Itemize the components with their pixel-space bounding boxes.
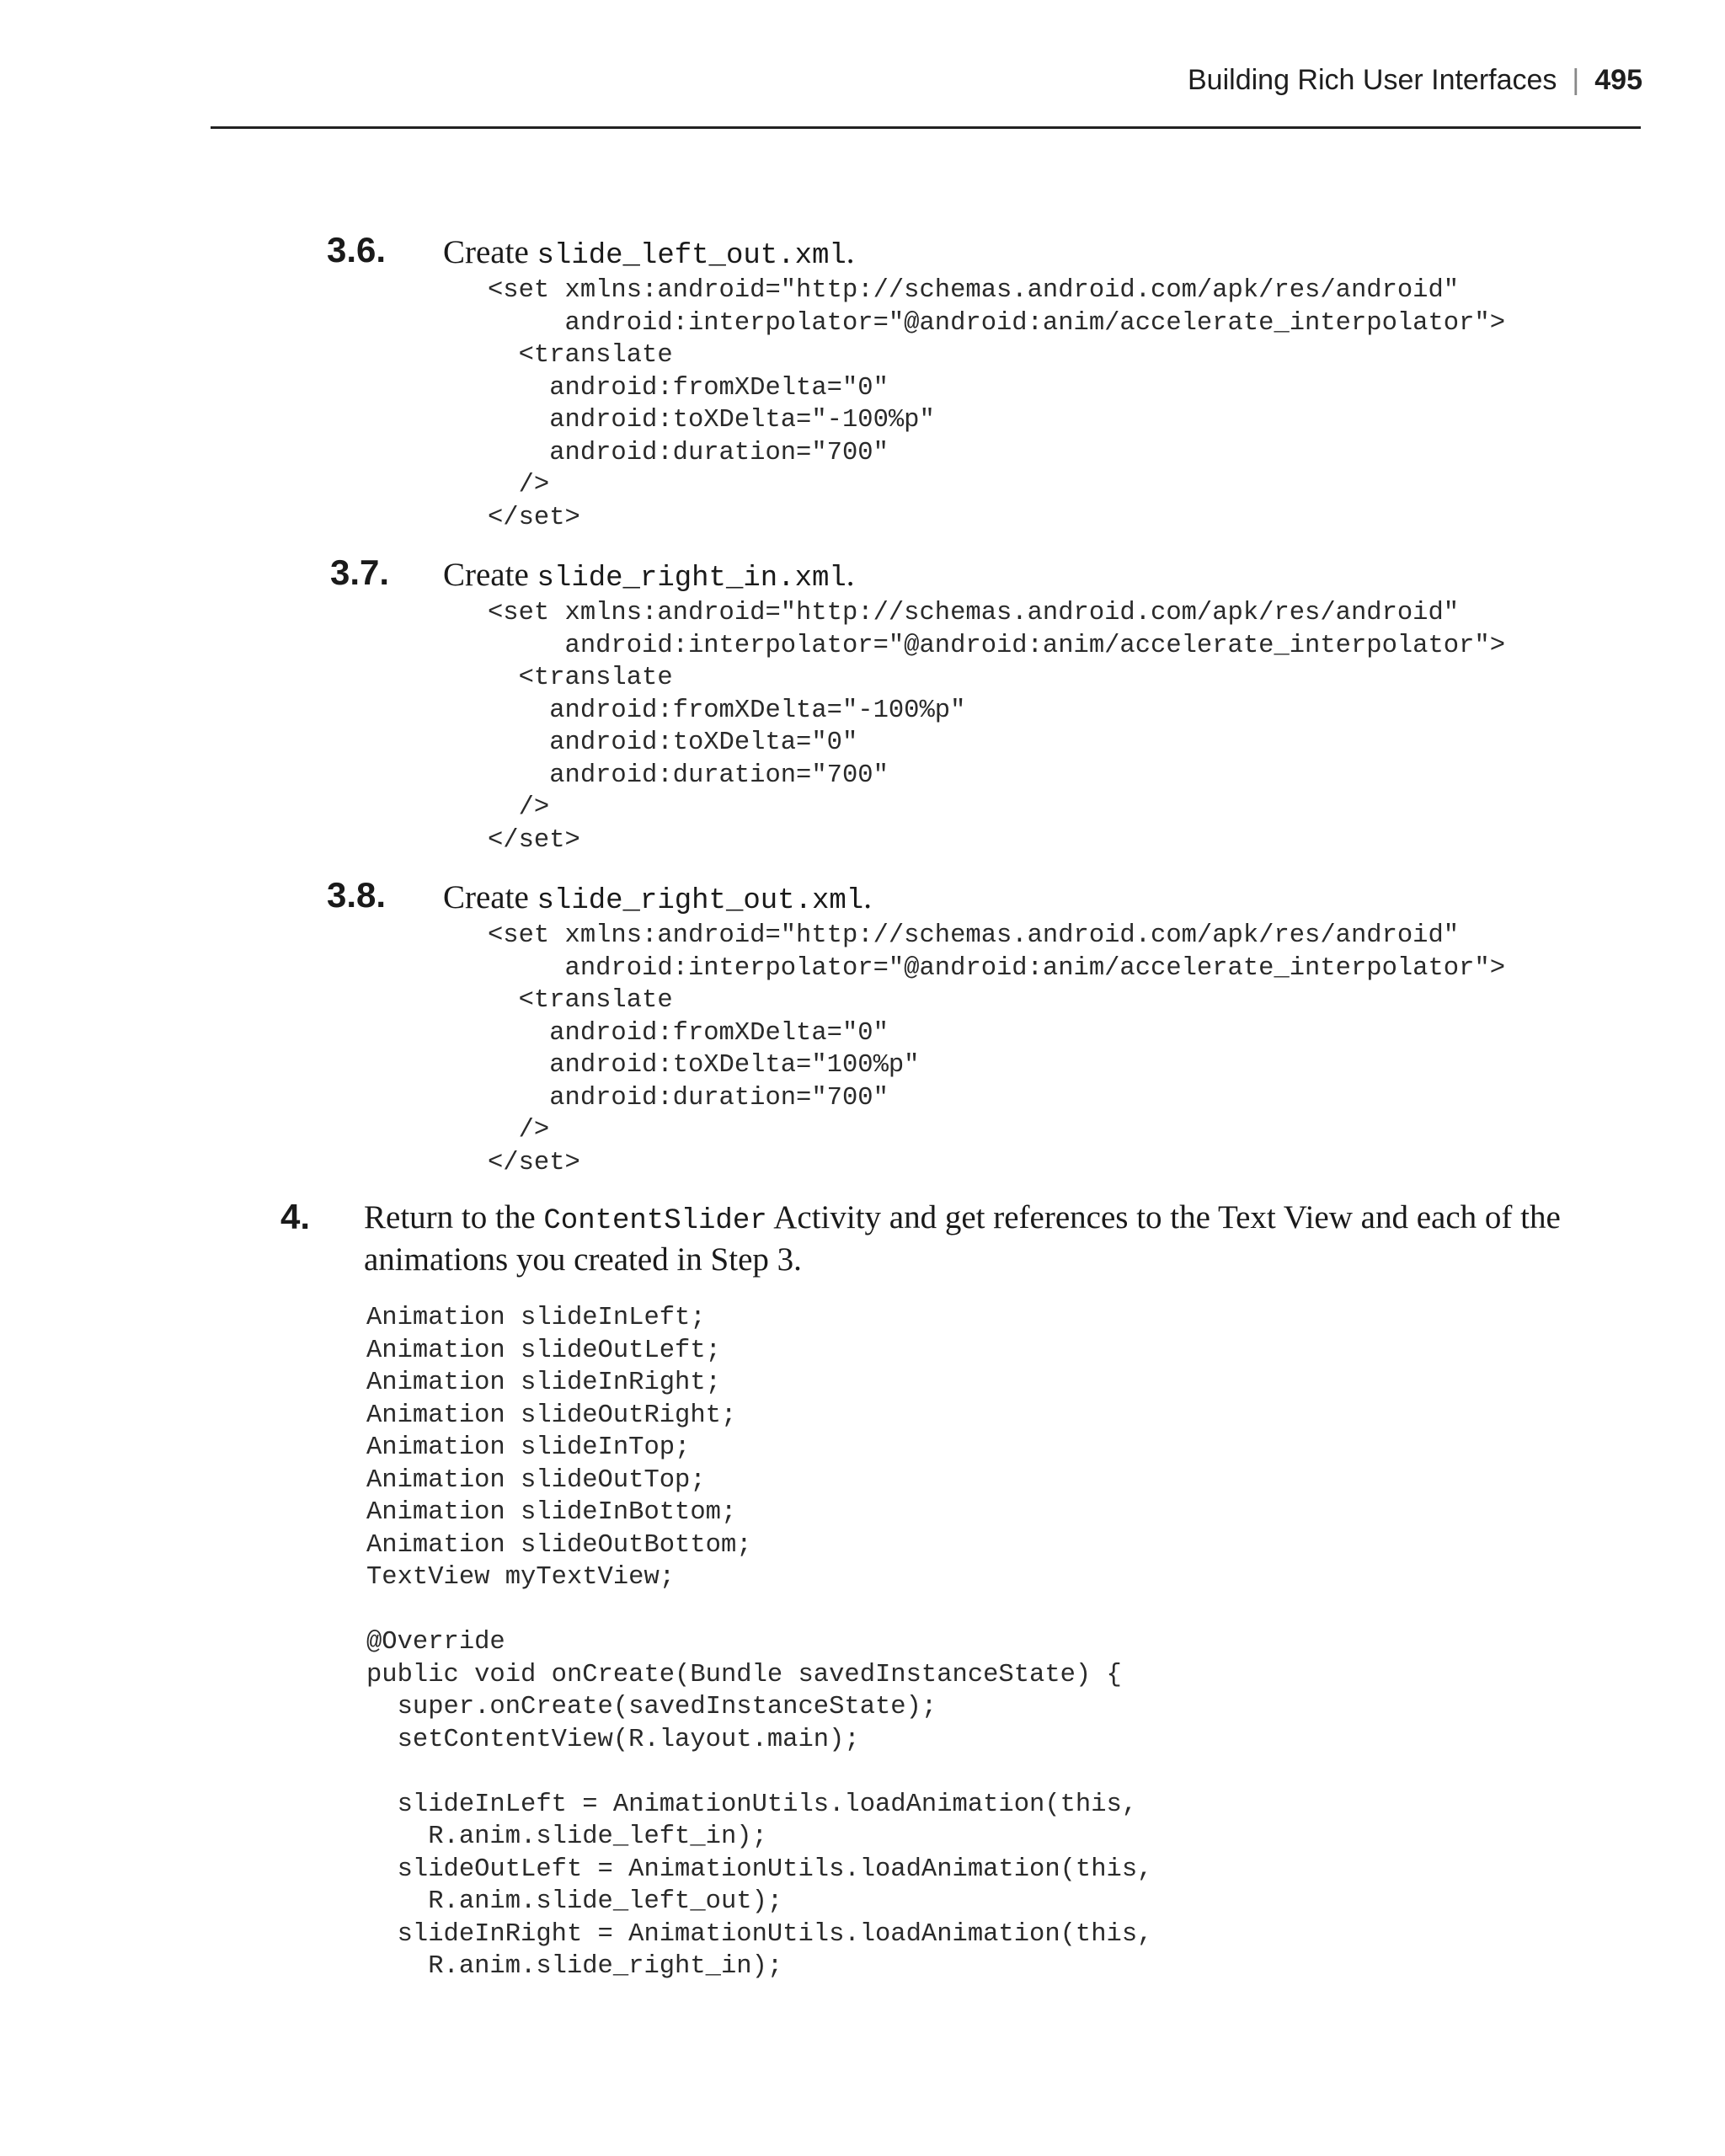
substep-instruction bbox=[443, 233, 855, 272]
inline-code: ContentSlider bbox=[543, 1205, 767, 1237]
section-title: Building Rich User Interfaces bbox=[1188, 64, 1557, 96]
substep-number: 3.6. bbox=[327, 230, 387, 270]
instruction-text-continued: Activity and get references to the Text View and each of the animations you created in Step 3. bbox=[364, 1199, 1561, 1278]
instruction-prefix: Create bbox=[443, 879, 537, 915]
instruction-suffix: . bbox=[863, 879, 872, 915]
filename: slide_right_in.xml bbox=[537, 563, 846, 595]
code-block: <set xmlns:android="http://schemas.android.com/apk/res/android" android:interpolator="@android:anim/accelerate_interpolator"> <translate android:fromXDelta="0" android:toXDelta="100%p" android:duration="700" /> </set> bbox=[488, 921, 1505, 1177]
filename: slide_left_out.xml bbox=[537, 240, 846, 272]
substep-number: 3.7. bbox=[330, 552, 390, 592]
filename: slide_right_out.xml bbox=[537, 885, 864, 917]
substep-instruction bbox=[443, 878, 872, 917]
substep-number: 3.8. bbox=[327, 875, 387, 915]
header-separator: | bbox=[1572, 64, 1580, 96]
header-rule bbox=[211, 126, 1641, 129]
step-instruction bbox=[364, 1198, 1577, 1279]
running-header bbox=[1188, 64, 1642, 97]
code-block: <set xmlns:android="http://schemas.android.com/apk/res/android" android:interpolator="@android:anim/accelerate_interpolator"> <translate android:fromXDelta="-100%p" android:toXDelta="0" android:duration="700" /> </set> bbox=[488, 599, 1505, 855]
substep-instruction bbox=[443, 556, 855, 595]
step-number: 4. bbox=[280, 1197, 311, 1236]
instruction-suffix: . bbox=[846, 234, 855, 270]
instruction-prefix: Create bbox=[443, 234, 537, 270]
instruction-prefix: Create bbox=[443, 557, 537, 593]
instruction-suffix: . bbox=[846, 557, 855, 593]
instruction-text: Return to the bbox=[364, 1199, 544, 1235]
page-number: 495 bbox=[1594, 64, 1642, 96]
code-block: Animation slideInLeft; Animation slideOutLeft; Animation slideInRight; Animation slideOutRight; Animation slideInTop; Animation slideOutTop; Animation slideInBottom; Animation slideOutBottom; TextView myTextView; @Override public void onCreate(Bundle savedInstanceState) { super.onCreate(savedInstanceState); setContentView(R.layout.main); slideInLeft = AnimationUtils.loadAnimation(this, R.anim.slide_left_in); slideOutLeft = AnimationUtils.loadAnimation(this, R.anim.slide_left_out); slideInRight = AnimationUtils.loadAnimation(this, R.anim.slide_right_in); bbox=[366, 1304, 1153, 1981]
code-block: <set xmlns:android="http://schemas.android.com/apk/res/android" android:interpolator="@android:anim/accelerate_interpolator"> <translate android:fromXDelta="0" android:toXDelta="-100%p" android:duration="700" /> </set> bbox=[488, 276, 1505, 532]
